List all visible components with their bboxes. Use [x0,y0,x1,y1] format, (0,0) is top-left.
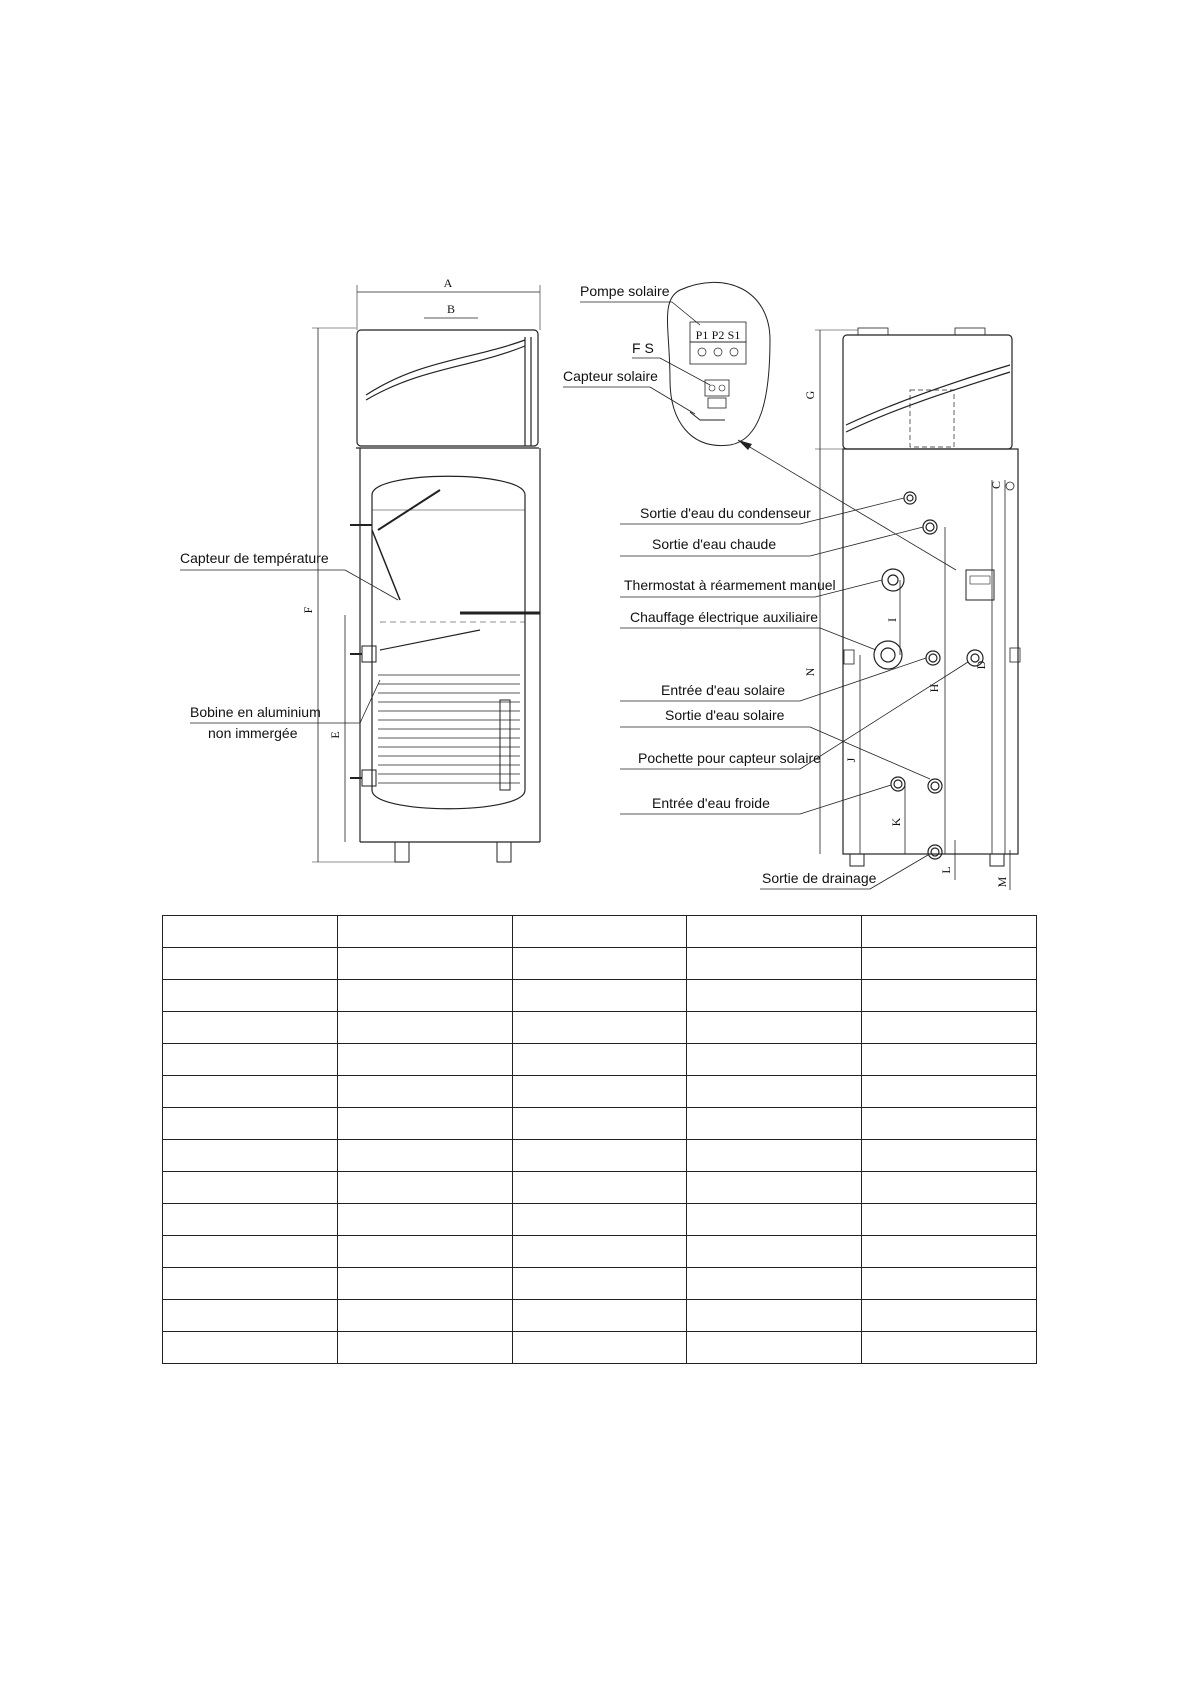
table-cell [687,1076,862,1108]
left-section-view [180,276,540,862]
table-cell [862,1236,1037,1268]
callout-bobine-line2: non immergée [208,725,298,741]
dim-d: D [974,660,988,670]
table-row [163,1172,1037,1204]
table-cell [862,1108,1037,1140]
dim-f: F [301,606,315,614]
table-cell [337,1268,512,1300]
table-row [163,980,1037,1012]
callout-capteur-temperature: Capteur de température [180,550,329,566]
table-cell [687,1236,862,1268]
table-row [163,1076,1037,1108]
table-cell [163,980,338,1012]
table-cell [337,1076,512,1108]
dim-k: K [889,817,903,827]
table-row [163,948,1037,980]
table-row [163,1012,1037,1044]
table-cell [337,916,512,948]
table-cell [862,1204,1037,1236]
callout-capteur-solaire: Capteur solaire [563,368,658,384]
table-row [163,1300,1037,1332]
table-cell [512,916,687,948]
dim-m: M [995,876,1009,888]
callout-thermostat: Thermostat à réarmement manuel [624,577,836,593]
table-cell [163,1236,338,1268]
table-cell [862,980,1037,1012]
table-row [163,1204,1037,1236]
callout-sortie-condenseur: Sortie d'eau du condenseur [640,505,811,521]
table-cell [163,1108,338,1140]
table-cell [337,1332,512,1364]
table-cell [512,1204,687,1236]
table-row [163,1332,1037,1364]
table-cell [687,1268,862,1300]
panel-label-s1: S1 [727,328,741,342]
table-cell [862,1172,1037,1204]
table-cell [862,1268,1037,1300]
table-cell [687,1044,862,1076]
callout-bobine-line1: Bobine en aluminium [190,704,321,720]
table-cell [862,916,1037,948]
callout-sortie-solaire: Sortie d'eau solaire [665,707,785,723]
table-cell [337,1044,512,1076]
table-cell [163,1140,338,1172]
table-cell [163,1204,338,1236]
table-cell [687,980,862,1012]
table-row [163,1044,1037,1076]
callout-entree-solaire: Entrée d'eau solaire [661,682,786,698]
table-cell [862,1332,1037,1364]
table-cell [862,1076,1037,1108]
table-cell [512,1076,687,1108]
table-cell [512,1300,687,1332]
table-cell [862,1140,1037,1172]
table-cell [512,1140,687,1172]
table-cell [337,1236,512,1268]
table-cell [163,1044,338,1076]
callout-pochette: Pochette pour capteur solaire [638,750,821,766]
table-cell [687,1108,862,1140]
dim-a: A [443,276,453,290]
dim-i: I [885,618,899,622]
table-cell [687,1172,862,1204]
table-cell [163,1332,338,1364]
dim-b: B [446,302,456,316]
dim-c: C [989,480,1003,490]
dim-e: E [328,731,342,739]
dim-h: H [927,683,941,693]
table-cell [862,1300,1037,1332]
table-cell [512,1332,687,1364]
table-cell [512,1012,687,1044]
table-cell [687,1332,862,1364]
table-cell [687,1012,862,1044]
table-row [163,1236,1037,1268]
panel-label-p2: P2 [711,328,725,342]
table-row [163,916,1037,948]
table-cell [862,948,1037,980]
table-cell [337,1012,512,1044]
table-cell [163,1012,338,1044]
table-cell [163,948,338,980]
table-cell [337,948,512,980]
table-cell [337,1172,512,1204]
dim-n: N [803,667,817,677]
table-cell [512,1044,687,1076]
table-cell [687,916,862,948]
table-row [163,1108,1037,1140]
table-cell [163,916,338,948]
specification-table [162,915,1037,1364]
table-cell [512,980,687,1012]
table-cell [337,1108,512,1140]
callout-entree-froide: Entrée d'eau froide [652,795,770,811]
table-cell [337,1204,512,1236]
table-cell [512,948,687,980]
table-cell [512,1236,687,1268]
table-cell [337,980,512,1012]
callout-chauffage: Chauffage électrique auxiliaire [630,609,819,625]
table-cell [687,1204,862,1236]
table-cell [512,1268,687,1300]
callout-fs: F S [632,340,654,356]
table-cell [512,1172,687,1204]
table-cell [862,1044,1037,1076]
table-cell [687,948,862,980]
table-row [163,1140,1037,1172]
table-cell [512,1108,687,1140]
table-cell [337,1140,512,1172]
right-exterior-view [563,282,1020,890]
table-cell [687,1300,862,1332]
dim-l: L [939,866,953,874]
callout-pompe-solaire: Pompe solaire [580,283,670,299]
callout-drainage: Sortie de drainage [762,870,877,886]
panel-label-p1: P1 [695,328,709,342]
table-cell [163,1172,338,1204]
table-cell [163,1300,338,1332]
dim-j: J [844,757,858,763]
table-cell [337,1300,512,1332]
callout-sortie-chaude: Sortie d'eau chaude [652,536,777,552]
table-cell [163,1076,338,1108]
table-cell [163,1268,338,1300]
table-cell [862,1012,1037,1044]
dim-g: G [803,390,817,400]
table-cell [687,1140,862,1172]
table-row [163,1268,1037,1300]
